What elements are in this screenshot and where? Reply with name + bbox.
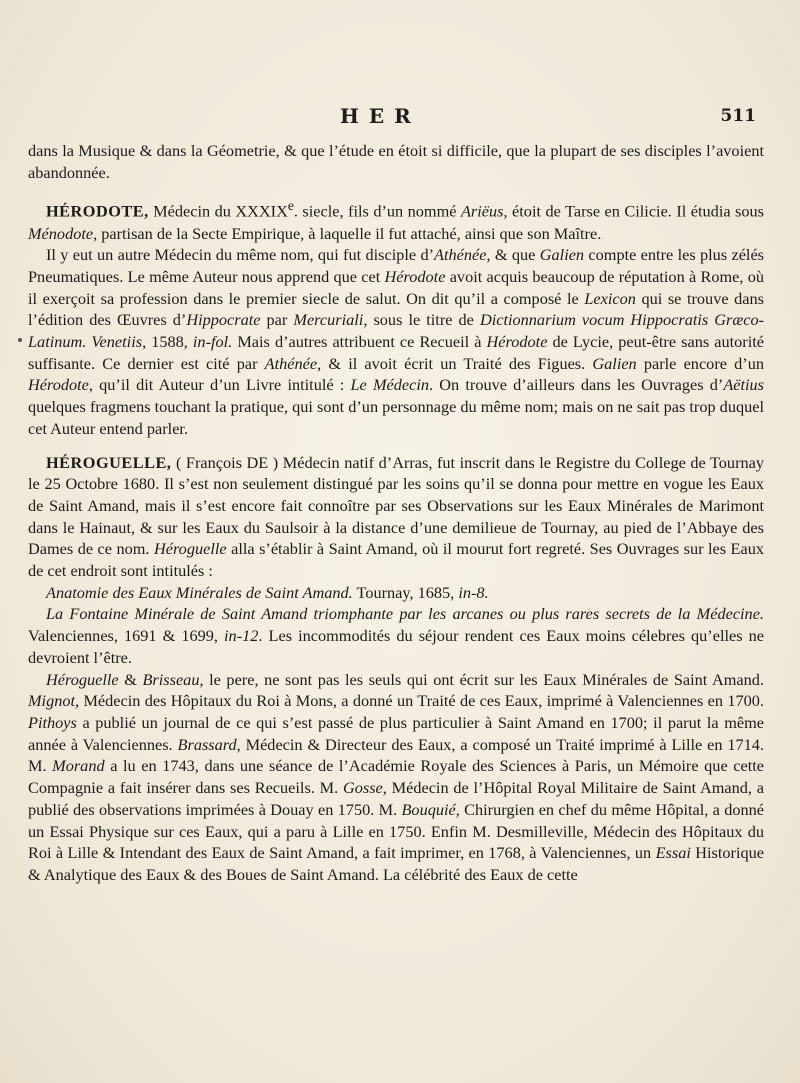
paragraph-continuation: dans la Musique & dans la Géometrie, & que l’étude en étoit si difficile, que la plupart de ses disciples l’avoient abandonnée. xyxy=(28,141,764,182)
entry-heroguelle: HÉROGUELLE, ( François DE ) Médecin natif d’Arras, fut inscrit dans le Registre du College de Tournay le 25 Octobre 1680. Il s’est non seulement distingué par les soins qu’il se donna pour mettre en vogue les Eaux de Saint Amand, mais il s’est encore fait connoître par ses Observations sur les Eaux Minérales de Marimont dans le Hainaut, & sur les Eaux du Saulsoir à la distance d’une demilieue de Tournay, au pied de l’Abbaye des Dames de ce nom. Héroguelle alla s’établir à Saint Amand, où il mourut fort regreté. Ses Ouvrages sur les Eaux de cet endroit sont intitulés : xyxy=(28,452,765,581)
page-header xyxy=(0,104,800,130)
paragraph-other-authors: Héroguelle & Brisseau, le pere, ne sont pas les seuls qui ont écrit sur les Eaux Minérales de Saint Amand. Mignot, Médecin des Hôpitaux du Roi à Mons, a donné un Traité de ces Eaux, imprimé à Valenciennes en 1700. Pithoys a publié un journal de ce qui s’est passé de plus particulier à Saint Amand en 1700; il parut la même année à Valenciennes. Brassard, Médecin & Directeur des Eaux, a composé un Traité imprimé à Lille en 1714. M. Morand a lu en 1743, dans une séance de l’Académie Royale des Sciences à Paris, un Mémoire que cette Compagnie a fait insérer dans ses Recueils. M. Gosse, Médecin de l’Hôpital Royal Militaire de Saint Amand, a publié des observations imprimées à Douay en 1750. M. Bouquié, Chirurgien en chef du même Hôpital, a donné un Essai Physique sur ces Eaux, qui a paru à Lille en 1750. Enfin M. Desmilleville, Médecin des Hôpitaux du Roi à Lille & Intendant des Eaux de Saint Amand, a fait imprimer, en 1768, à Valenciennes, un Essai Historique & Analytique des Eaux & des Boues de Saint Amand. La célébrité des Eaux de cette xyxy=(28,669,765,884)
page-number: 511 xyxy=(720,106,756,126)
running-head: HER xyxy=(340,104,421,128)
work-anatomie: Anatomie des Eaux Minérales de Saint Amand. Tournay, 1685, in-8. xyxy=(46,582,489,602)
work-fontaine: La Fontaine Minérale de Saint Amand triomphante par les arcanes ou plus rares secrets de la Médecine. Valenciennes, 1691 & 1699, in-12. Les incommodités du séjour rendent ces Eaux moins célebres qu’elles ne devroient l’être. xyxy=(28,604,764,667)
body-text xyxy=(28,140,764,886)
paragraph-herodote-other: Il y eut un autre Médecin du même nom, qui fut disciple d’Athénée, & que Galien compte entre les plus zélés Pneumatiques. Le même Auteur nous apprend que cet Hérodote avoit acquis beaucoup de réputation à Rome, où il exerçoit sa profession dans le premier siecle de salut. On dit qu’il a composé le Lexicon qui se trouve dans l’édition des Œuvres d’Hippocrate par Mercuriali, sous le titre de Dictionnarium vocum Hippocratis Græco-Latinum. Venetiis, 1588, in-fol. Mais d’autres attribuent ce Recueil à Hérodote de Lycie, peut-être sans autorité suffisante. Ce dernier est cité par Athénée, & il avoit écrit un Traité des Figues. Galien parle encore d’un Hérodote, qu’il dit Auteur d’un Livre intitulé : Le Médecin. On trouve d’ailleurs dans les Ouvrages d’Aëtius quelques fragmens touchant la pratique, qui sont d’un personnage du même nom; mais on ne sait pas trop duquel cet Auteur entend parler. xyxy=(28,245,765,438)
paragraph-gap xyxy=(28,440,764,452)
paragraph-gap xyxy=(28,183,764,195)
entry-herodote: HÉRODOTE, Médecin du XXXIXe. siecle, fils d’un nommé Ariëus, étoit de Tarse en Cilicie. Il étudia sous Ménodote, partisan de la Secte Empirique, à laquelle il fut attaché, ainsi que son Maître. xyxy=(28,198,765,243)
margin-mark xyxy=(18,338,22,342)
